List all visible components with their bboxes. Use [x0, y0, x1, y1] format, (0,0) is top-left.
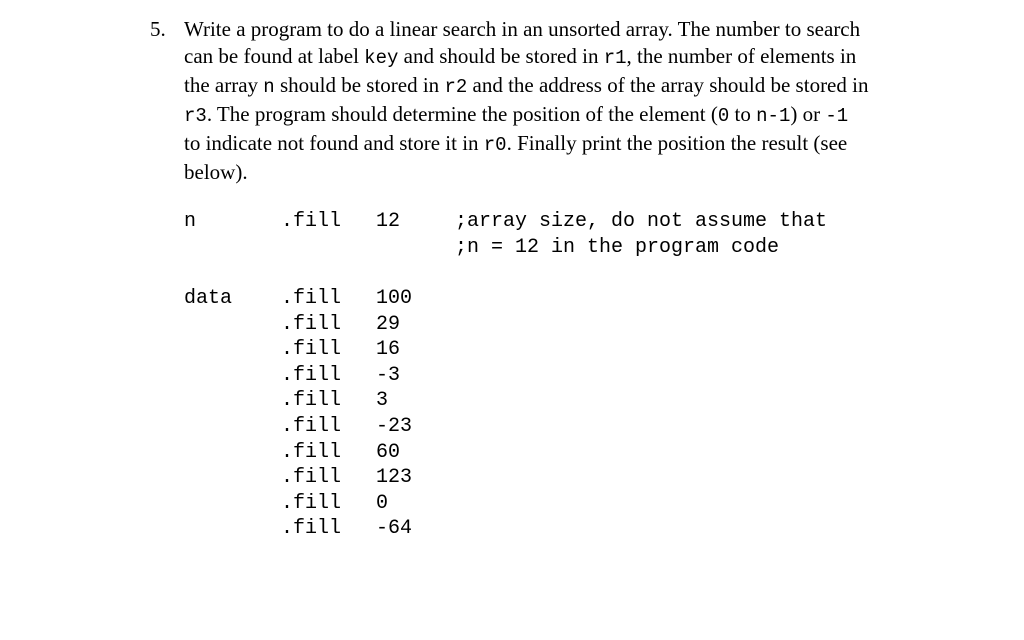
inline-code: r0: [483, 134, 507, 156]
code-value: -23: [376, 415, 413, 438]
code-op: .fill: [281, 364, 342, 387]
code-value: -3: [376, 364, 401, 387]
question-number: 5.: [150, 17, 166, 41]
code-value: 3: [376, 389, 389, 412]
question-text-segment: to indicate not found and store it in: [184, 131, 484, 155]
code-value: -64: [376, 517, 413, 540]
question-text-segment: . The program should determine the position of the element (: [206, 102, 718, 126]
question-text-segment: to: [729, 102, 757, 126]
code-op: .fill: [281, 210, 342, 233]
inline-code: -1: [825, 105, 849, 127]
code-op: .fill: [281, 517, 342, 540]
inline-code: n: [263, 76, 275, 98]
code-op: .fill: [281, 313, 342, 336]
code-op: .fill: [281, 338, 342, 361]
code-value: 0: [376, 492, 389, 515]
question-text-segment: should be stored in: [274, 73, 445, 97]
question-line: [184, 16, 944, 43]
code-op: .fill: [281, 441, 342, 464]
question-text-segment: can be found at label: [184, 44, 365, 68]
question-line: [184, 101, 944, 130]
code-op: .fill: [281, 415, 342, 438]
code-op: .fill: [281, 389, 342, 412]
inline-code: r1: [603, 47, 627, 69]
inline-code: key: [364, 47, 399, 69]
question-text-segment: Write a program to do a linear search in an unsorted array. The number to search: [184, 17, 861, 41]
code-value: 100: [376, 287, 413, 310]
code-value: 29: [376, 313, 401, 336]
code-op: .fill: [281, 287, 342, 310]
code-op: .fill: [281, 466, 342, 489]
question-line: [184, 72, 944, 101]
inline-code: n-1: [756, 105, 791, 127]
question-line: [184, 130, 944, 159]
code-value: 60: [376, 441, 401, 464]
question-text-segment: and the address of the array should be stored in: [467, 73, 869, 97]
inline-code: r2: [444, 76, 468, 98]
question-text-segment: . Finally print the position the result (see: [506, 131, 848, 155]
code-comment: ;array size, do not assume that: [455, 210, 828, 233]
inline-code: r3: [184, 105, 207, 127]
code-value: 16: [376, 338, 401, 361]
code-comment: ;n = 12 in the program code: [455, 236, 780, 259]
inline-code: 0: [717, 105, 730, 127]
code-label-data: data: [184, 287, 233, 310]
question-line: [184, 159, 944, 186]
code-op: .fill: [281, 492, 342, 515]
code-value: 123: [376, 466, 413, 489]
question-text: [184, 16, 944, 186]
question-line: [184, 43, 944, 72]
question-text-segment: ) or: [790, 102, 826, 126]
question-text-segment: , the number of elements in: [626, 44, 857, 68]
question-text-segment: the array: [184, 73, 264, 97]
code-value: 12: [376, 210, 401, 233]
code-label-n: n: [184, 210, 197, 233]
question-text-segment: below).: [184, 160, 248, 184]
question-text-segment: and should be stored in: [398, 44, 604, 68]
